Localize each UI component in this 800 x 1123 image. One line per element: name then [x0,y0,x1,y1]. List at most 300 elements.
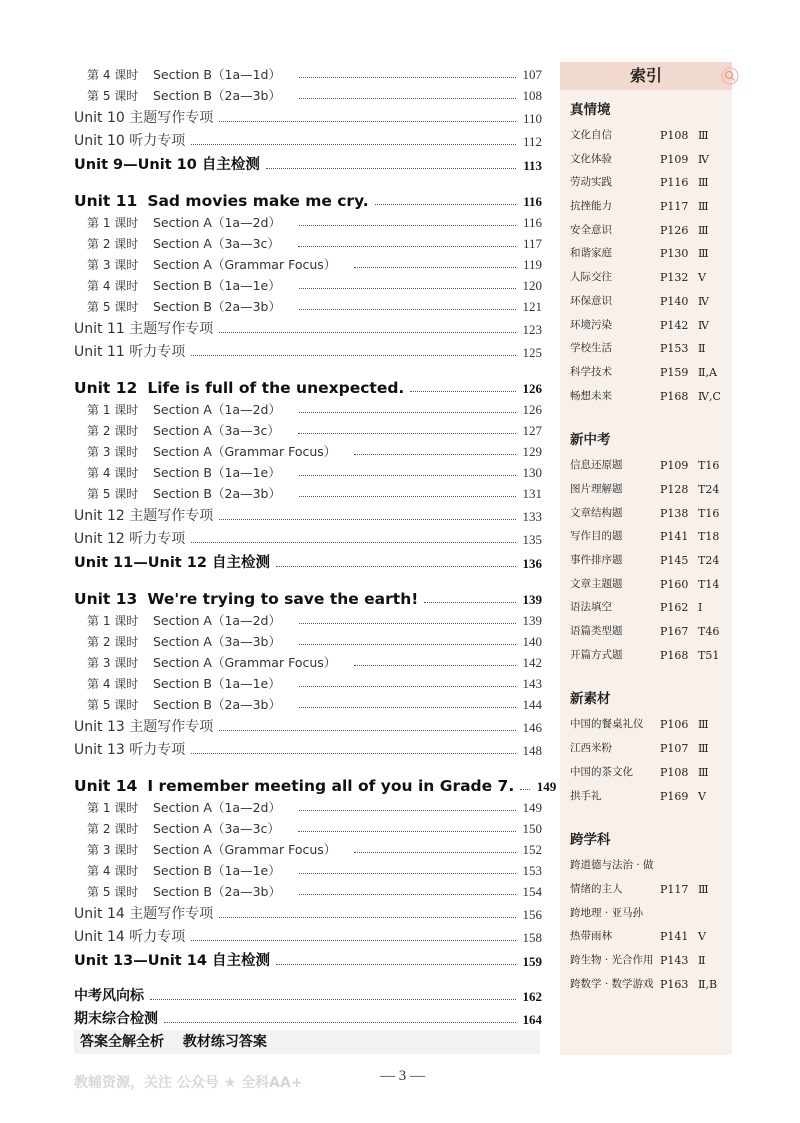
lesson-label [87,632,281,650]
lesson-section: Section A（1a—2d） [153,800,281,815]
page-ref: 131 [522,486,542,501]
page-ref: 108 [522,88,542,103]
lesson-section: Section A（3a—3b） [153,634,281,649]
index-item[interactable] [570,596,732,620]
dot-leader [299,288,516,289]
toc-lesson-entry[interactable] [74,439,542,460]
toc-lesson-entry[interactable] [74,650,542,671]
toc-test-entry[interactable] [74,548,542,572]
dot-leader [410,391,516,392]
lesson-label [87,297,281,315]
index-item-page: P153 [660,342,689,356]
page-ref: 149 [536,779,557,794]
toc-lesson-entry[interactable] [74,858,542,879]
dot-leader [299,475,516,476]
index-item-page: P159 [660,365,689,379]
toc-lesson-entry[interactable] [74,273,542,294]
page-ref: 159 [522,954,542,969]
lesson-section: Section A（Grammar Focus） [153,257,337,272]
entry-label: 期末综合检测 [74,1011,158,1027]
toc-sub-entry[interactable] [74,104,542,127]
index-item-name: 中国的餐桌礼仪 [570,718,644,731]
index-item-page: P169 [660,789,689,803]
lesson-section: Section B（1a—1d） [153,67,281,82]
index-item-name: 畅想未来 [570,389,612,402]
index-section [560,828,732,996]
lesson-number: 第 3 课时 [87,258,139,272]
page-ref: 129 [522,444,542,459]
page-ref: 152 [522,842,542,857]
entry-label: Unit 12 听力专项 [74,531,186,547]
index-item-page: P107 [660,742,689,756]
index-item[interactable] [570,620,732,644]
index-item-name: 拱手礼 [570,789,602,802]
lesson-section: Section A（3a—3c） [153,423,280,438]
lesson-label [87,276,281,294]
index-item-name: 环境污染 [570,318,612,331]
index-item-name: 事件排序题 [570,554,623,566]
index-item[interactable] [570,573,732,597]
lesson-section: Section B（1a—1e） [153,676,281,691]
index-item[interactable] [570,290,732,314]
lesson-number: 第 5 课时 [87,300,139,314]
unit-label [74,777,514,795]
index-item-name: 跨道德与法治 · 做 [570,859,654,872]
entry-label: Unit 12 主题写作专项 [74,508,214,524]
unit-number: Unit 11 [74,192,138,210]
entry-label: Unit 13 主题写作专项 [74,719,214,735]
lesson-label [87,819,280,837]
page-ref: 126 [522,381,542,396]
toc-sub-entry[interactable] [74,900,542,923]
toc-unit-entry[interactable] [74,371,542,397]
dot-leader [191,542,516,543]
index-section [560,98,732,408]
lesson-section: Section B（2a—3b） [153,299,281,314]
entry-label: Unit 14 听力专项 [74,929,186,945]
index-item-name: 写作目的题 [570,530,623,543]
toc-sub-entry[interactable] [74,736,542,759]
lesson-number: 第 1 课时 [87,801,139,815]
dot-leader [219,730,516,731]
index-item-ref: Ⅲ [698,882,709,896]
toc-test-entry[interactable] [74,150,542,174]
toc-test-entry[interactable] [74,946,542,970]
unit-label [74,590,418,608]
toc-lesson-entry[interactable] [74,397,542,418]
index-item-ref: Ⅴ [698,930,706,944]
toc-unit-entry[interactable] [74,184,542,210]
index-item-page: P143 [660,953,689,967]
page-ref: 143 [522,676,542,691]
toc-lesson-entry[interactable] [74,210,542,231]
index-item[interactable] [570,761,732,785]
unit-number: Unit 13 [74,590,138,608]
index-item-name: 环保意识 [570,294,612,307]
lesson-label [87,798,281,816]
index-item-ref: T24 [698,482,720,496]
page-ref: 120 [522,278,542,293]
entry-label: 中考风向标 [74,988,144,1004]
dot-leader [299,894,516,895]
index-item-name: 江西米粉 [570,742,612,755]
dot-leader [276,964,516,965]
index-item-page: P167 [660,625,689,639]
index-item-ref: Ⅲ [698,223,709,237]
index-item-page: P145 [660,554,689,567]
index-item[interactable] [570,949,732,973]
index-item-name: 图片理解题 [570,482,623,495]
dot-leader [219,332,516,333]
dot-leader [299,496,516,497]
toc-lesson-entry[interactable] [74,252,542,273]
page-ref: 154 [522,884,542,899]
index-item[interactable] [570,502,732,526]
index-header [560,62,732,90]
page-ref: 110 [522,111,542,126]
index-item[interactable] [570,385,732,409]
dot-leader [299,412,516,413]
index-item-ref: Ⅲ [698,176,709,190]
toc-lesson-entry[interactable] [74,294,542,315]
index-section-title: 新中考 [570,432,611,449]
index-item-ref: Ⅲ [698,742,709,756]
index-item-name: 劳动实践 [570,176,612,189]
spacer [74,970,542,982]
index-item[interactable] [570,124,732,148]
toc-lesson-entry[interactable] [74,460,542,481]
page-ref: 116 [522,215,542,230]
index-item-ref: T18 [698,530,720,544]
index-item-name: 跨地理 · 亚马孙 [570,906,644,919]
dot-leader [298,831,516,832]
index-item-name: 跨生物 · 光合作用 [570,953,654,966]
lesson-number: 第 4 课时 [87,68,139,82]
dot-leader [191,940,516,941]
lesson-label [87,65,281,83]
index-item[interactable] [570,242,732,266]
lesson-number: 第 3 课时 [87,445,139,459]
page-ref: 119 [522,257,542,272]
dot-leader [219,519,516,520]
index-item-page: P138 [660,506,689,520]
page-ref: 162 [522,989,542,1004]
index-item-name: 中国的茶文化 [570,765,633,778]
index-item-page: P160 [660,577,689,591]
toc-sub-entry[interactable] [74,502,542,525]
index-item[interactable] [570,478,732,502]
index-item-ref: Ⅱ,B [698,977,718,991]
dot-leader [299,225,516,226]
dot-leader [276,566,516,567]
index-item-ref: T16 [698,459,720,473]
dot-leader [219,121,516,122]
dot-leader [150,999,516,1000]
page-ref: 153 [522,863,542,878]
toc-lesson-entry[interactable] [74,481,542,502]
index-item[interactable] [570,549,732,573]
page-ref: 148 [522,743,542,758]
toc-lesson-entry[interactable] [74,231,542,252]
toc-lesson-entry[interactable] [74,62,542,83]
index-item-ref: Ⅴ [698,789,706,803]
toc-unit-entry[interactable] [74,769,557,795]
index-item[interactable] [570,525,732,549]
index-item[interactable] [570,337,732,361]
toc-lesson-entry[interactable] [74,795,542,816]
index-item-page: P163 [660,977,689,991]
lesson-label [87,213,281,231]
lesson-section: Section A（3a—3c） [153,236,280,251]
index-title: 索引 [629,66,662,85]
index-item-name: 信息还原题 [570,459,623,472]
index-item-name: 学校生活 [570,342,612,355]
page-ref: 149 [522,800,542,815]
dot-leader [354,267,516,268]
lesson-number: 第 2 课时 [87,237,139,251]
index-item-page: P168 [660,648,689,662]
lesson-number: 第 5 课时 [87,89,139,103]
entry-label: Unit 13 听力专项 [74,742,186,758]
page-ref: 158 [522,930,542,945]
entry-label: Unit 11 听力专项 [74,344,186,360]
dot-leader [266,168,516,169]
table-of-contents [74,62,557,1028]
lesson-section: Section A（3a—3c） [153,821,280,836]
dot-leader [354,665,516,666]
lesson-label [87,695,281,713]
dot-leader [299,309,516,310]
index-item[interactable] [570,925,732,949]
dot-leader [520,789,530,790]
index-item[interactable] [570,171,732,195]
toc-lesson-entry[interactable] [74,418,542,439]
lesson-number: 第 5 课时 [87,885,139,899]
lesson-label [87,421,280,439]
page-ref: 146 [522,720,542,735]
toc-sub-entry[interactable] [74,127,542,150]
lesson-number: 第 2 课时 [87,822,139,836]
index-item[interactable] [570,644,732,668]
toc-final-entry[interactable] [74,1005,542,1028]
index-item-page: P117 [660,882,689,896]
toc-lesson-entry[interactable] [74,629,542,650]
lesson-label [87,653,336,671]
index-item-name: 和谐家庭 [570,247,612,260]
index-item-name: 文章结构题 [570,506,623,519]
index-item[interactable] [570,148,732,172]
index-item[interactable] [570,454,732,478]
toc-sub-entry[interactable] [74,923,542,946]
dot-leader [191,753,516,754]
dot-leader [354,454,516,455]
index-item-page: P128 [660,482,689,496]
page-ref: 117 [522,236,542,251]
page-ref: 164 [522,1012,542,1027]
page-ref: 136 [522,556,542,571]
index-item-page: P162 [660,601,689,615]
index-item[interactable] [570,878,732,902]
index-item-page: P168 [660,389,689,403]
index-item-name: 热带雨林 [570,930,612,943]
lesson-label [87,234,280,252]
index-item[interactable] [570,195,732,219]
index-item-ref: Ⅲ [698,718,709,732]
page-ref: 139 [522,613,542,628]
index-item-name: 文章主题题 [570,577,623,590]
index-item-ref: Ⅱ [698,342,706,356]
page-ref: 116 [523,194,542,209]
lesson-label [87,400,281,418]
index-item-page: P132 [660,271,689,285]
index-item-ref: Ⅲ [698,200,709,214]
dot-leader [191,355,516,356]
lesson-number: 第 2 课时 [87,424,139,438]
index-item[interactable] [570,361,732,385]
toc-final-entry[interactable] [74,982,542,1005]
index-item-name: 文化自信 [570,129,612,141]
dot-leader [164,1022,516,1023]
lesson-number: 第 4 课时 [87,279,139,293]
entry-label: Unit 9—Unit 10 自主检测 [74,157,260,173]
page-ref: 140 [522,634,542,649]
index-item-name: 情绪的主人 [570,882,623,895]
index-item-ref: T24 [698,554,720,567]
unit-label [74,379,404,397]
toc-lesson-entry[interactable] [74,692,542,713]
answer-part1: 答案全解全析 [80,1034,164,1050]
index-item[interactable] [570,785,732,809]
unit-title: Life is full of the unexpected. [147,379,405,397]
lesson-section: Section B（1a—1e） [153,465,281,480]
index-item[interactable] [570,219,732,243]
page-ref: 130 [522,465,542,480]
index-item-name: 开篇方式题 [570,648,623,661]
page-number: — 3 — [380,1068,425,1084]
lesson-label [87,442,336,460]
index-item[interactable] [570,973,732,997]
index-item-page: P141 [660,930,689,944]
index-section [560,428,732,667]
lesson-label [87,611,281,629]
lesson-section: Section A（Grammar Focus） [153,444,337,459]
index-sidebar [560,62,732,1055]
lesson-section: Section B（1a—1e） [153,863,281,878]
unit-number: Unit 12 [74,379,138,397]
index-item-page: P109 [660,152,689,166]
lesson-number: 第 1 课时 [87,403,139,417]
unit-title: I remember meeting all of you in Grade 7. [147,777,515,795]
entry-label: Unit 13—Unit 14 自主检测 [74,953,270,969]
index-item-ref: Ⅲ [698,247,709,261]
lesson-section: Section A（Grammar Focus） [153,842,337,857]
index-item-page: P142 [660,318,689,332]
index-item-name: 文化体验 [570,152,612,165]
toc-sub-entry[interactable] [74,713,542,736]
index-item-ref: T46 [698,625,720,639]
index-section-title: 新素材 [570,691,611,708]
answer-section-bar[interactable] [74,1030,540,1054]
lesson-number: 第 4 课时 [87,864,139,878]
page-ref: 135 [522,532,542,547]
toc-lesson-entry[interactable] [74,879,542,900]
index-item-name: 语篇类型题 [570,625,623,638]
index-item-ref: Ⅳ [698,318,709,332]
toc-lesson-entry[interactable] [74,816,542,837]
toc-lesson-entry[interactable] [74,837,542,858]
index-item[interactable] [570,902,732,926]
dot-leader [299,98,516,99]
index-item[interactable] [570,314,732,338]
toc-sub-entry[interactable] [74,338,542,361]
index-item[interactable] [570,737,732,761]
page-ref: 113 [523,158,542,173]
lesson-number: 第 1 课时 [87,614,139,628]
page-ref: 139 [522,592,542,607]
index-item[interactable] [570,266,732,290]
toc-lesson-entry[interactable] [74,608,542,629]
index-item-page: P108 [660,129,689,142]
toc-lesson-entry[interactable] [74,671,542,692]
dot-leader [299,644,516,645]
page-ref: 112 [522,134,542,149]
dot-leader [354,852,516,853]
lesson-number: 第 4 课时 [87,677,139,691]
lesson-section: Section A（1a—2d） [153,613,281,628]
answer-part2: 教材练习答案 [182,1034,267,1050]
index-item-name: 人际交往 [570,271,612,284]
lesson-number: 第 5 课时 [87,487,139,501]
index-item-ref: Ⅲ [698,129,709,142]
index-item-ref: Ⅴ [698,271,706,285]
index-item-ref: Ⅳ [698,152,709,166]
unit-number: Unit 14 [74,777,138,795]
index-item-ref: T51 [698,648,720,662]
index-item-page: P116 [660,176,689,190]
lesson-label [87,463,281,481]
dot-leader [219,917,516,918]
dot-leader [299,707,516,708]
toc-sub-entry[interactable] [74,525,542,548]
page-ref: 121 [522,299,542,314]
dot-leader [191,144,516,145]
unit-title: Sad movies make me cry. [147,192,369,210]
entry-label: Unit 10 听力专项 [74,133,186,149]
index-item[interactable] [570,854,732,878]
dot-leader [299,873,516,874]
page-ref: 107 [522,67,542,82]
toc-unit-entry[interactable] [74,582,542,608]
index-item-ref: Ⅱ [698,953,706,967]
lesson-label [87,255,336,273]
index-section-title: 跨学科 [570,832,611,849]
dot-leader [375,204,516,205]
index-body [560,98,732,996]
index-item-page: P141 [660,530,689,544]
index-item[interactable] [570,713,732,737]
page-ref: 144 [522,697,542,712]
lesson-section: Section B（1a—1e） [153,278,281,293]
index-item-ref: Ⅳ [698,294,709,308]
lesson-section: Section A（Grammar Focus） [153,655,337,670]
dot-leader [298,246,516,247]
unit-title: We're trying to save the earth! [147,590,419,608]
lesson-section: Section B（2a—3b） [153,486,281,501]
toc-lesson-entry[interactable] [74,83,542,104]
index-item-ref: T16 [698,506,720,520]
entry-label: Unit 11—Unit 12 自主检测 [74,555,270,571]
toc-sub-entry[interactable] [74,315,542,338]
